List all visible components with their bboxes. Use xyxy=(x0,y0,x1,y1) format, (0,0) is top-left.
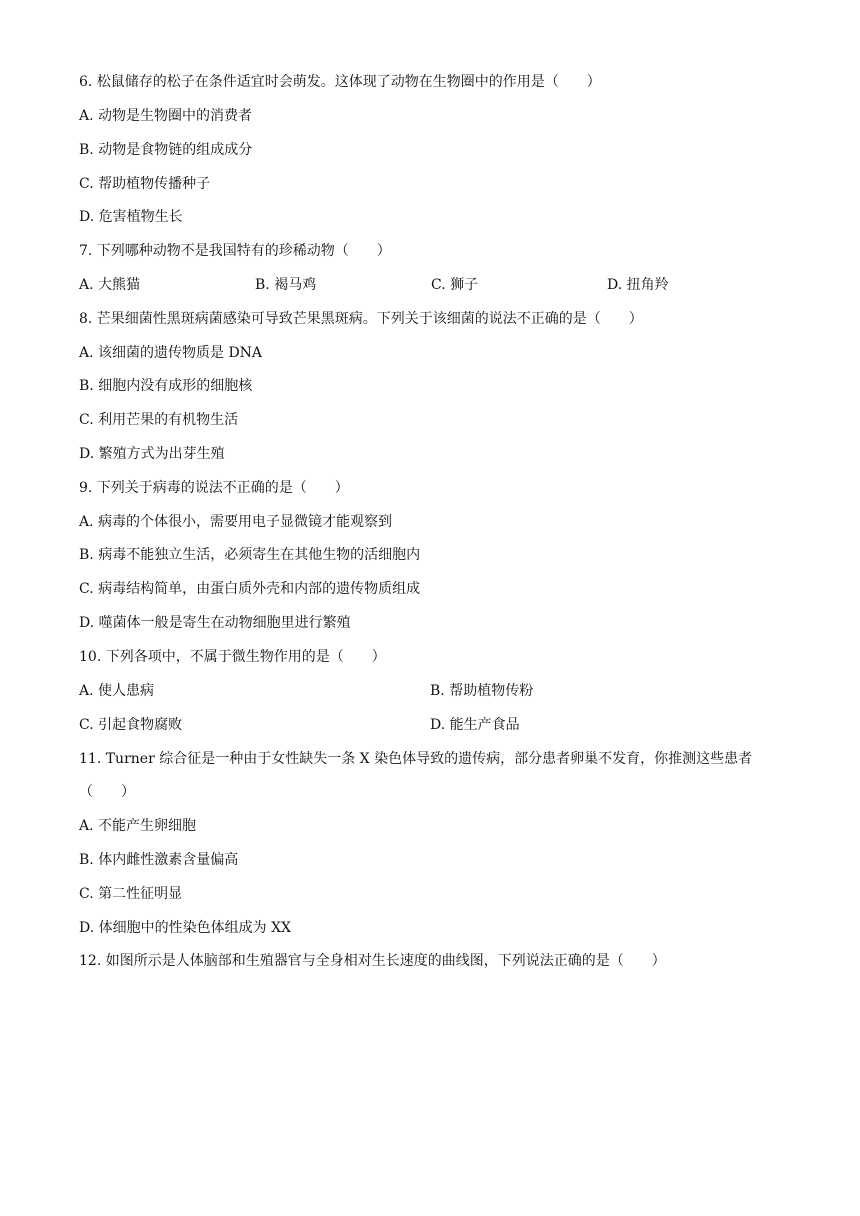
q8-option-d: D. 繁殖方式为出芽生殖 xyxy=(79,446,225,462)
q10-options-row-1 xyxy=(79,681,799,701)
q6-option-a: A. 动物是生物圈中的消费者 xyxy=(79,108,253,124)
q9-option-d: D. 噬菌体一般是寄生在动物细胞里进行繁殖 xyxy=(79,615,351,631)
question-10-stem: 10. 下列各项中，不属于微生物作用的是（ ） xyxy=(79,649,386,665)
q10-option-a: A. 使人患病 xyxy=(79,683,155,699)
question-12-stem: 12. 如图所示是人体脑部和生殖器官与全身相对生长速度的曲线图，下列说法正确的是（ ） xyxy=(79,953,666,969)
q7-option-d: D. 扭角羚 xyxy=(607,277,669,293)
q11-option-b: B. 体内雌性激素含量偏高 xyxy=(79,852,239,868)
question-8-stem: 8. 芒果细菌性黑斑病菌感染可导致芒果黑斑病。下列关于该细菌的说法不正确的是（ ） xyxy=(79,311,643,327)
q10-options-row-2 xyxy=(79,715,799,735)
q7-option-c: C. 狮子 xyxy=(431,277,479,293)
q6-option-d: D. 危害植物生长 xyxy=(79,209,183,225)
q8-option-c: C. 利用芒果的有机物生活 xyxy=(79,412,239,428)
q10-option-d: D. 能生产食品 xyxy=(430,717,520,733)
q8-option-b: B. 细胞内没有成形的细胞核 xyxy=(79,378,253,394)
q6-option-c: C. 帮助植物传播种子 xyxy=(79,176,211,192)
question-9-stem: 9. 下列关于病毒的说法不正确的是（ ） xyxy=(79,480,349,496)
question-11-stem-line-2: （ ） xyxy=(79,784,135,800)
q7-option-a: A. 大熊猫 xyxy=(79,277,141,293)
q11-option-d: D. 体细胞中的性染色体组成为 XX xyxy=(79,920,292,936)
q9-option-a: A. 病毒的个体很小，需要用电子显微镜才能观察到 xyxy=(79,514,393,530)
question-11-stem-line-1: 11. Turner 综合征是一种由于女性缺失一条 X 染色体导致的遗传病，部分患者卵巢不发育，你推测这些患者 xyxy=(79,751,753,767)
q6-option-b: B. 动物是食物链的组成成分 xyxy=(79,142,253,158)
q8-option-a: A. 该细菌的遗传物质是 DNA xyxy=(79,345,263,361)
question-6-stem: 6. 松鼠储存的松子在条件适宜时会萌发。这体现了动物在生物圈中的作用是（ ） xyxy=(79,74,601,90)
q10-option-c: C. 引起食物腐败 xyxy=(79,717,183,733)
q11-option-a: A. 不能产生卵细胞 xyxy=(79,818,197,834)
q7-options-row xyxy=(79,275,799,295)
q7-option-b: B. 褐马鸡 xyxy=(255,277,317,293)
q9-option-b: B. 病毒不能独立生活，必须寄生在其他生物的活细胞内 xyxy=(79,547,421,563)
q9-option-c: C. 病毒结构简单，由蛋白质外壳和内部的遗传物质组成 xyxy=(79,581,421,597)
question-7-stem: 7. 下列哪种动物不是我国特有的珍稀动物（ ） xyxy=(79,243,391,259)
q11-option-c: C. 第二性征明显 xyxy=(79,886,183,902)
q10-option-b: B. 帮助植物传粉 xyxy=(430,683,534,699)
